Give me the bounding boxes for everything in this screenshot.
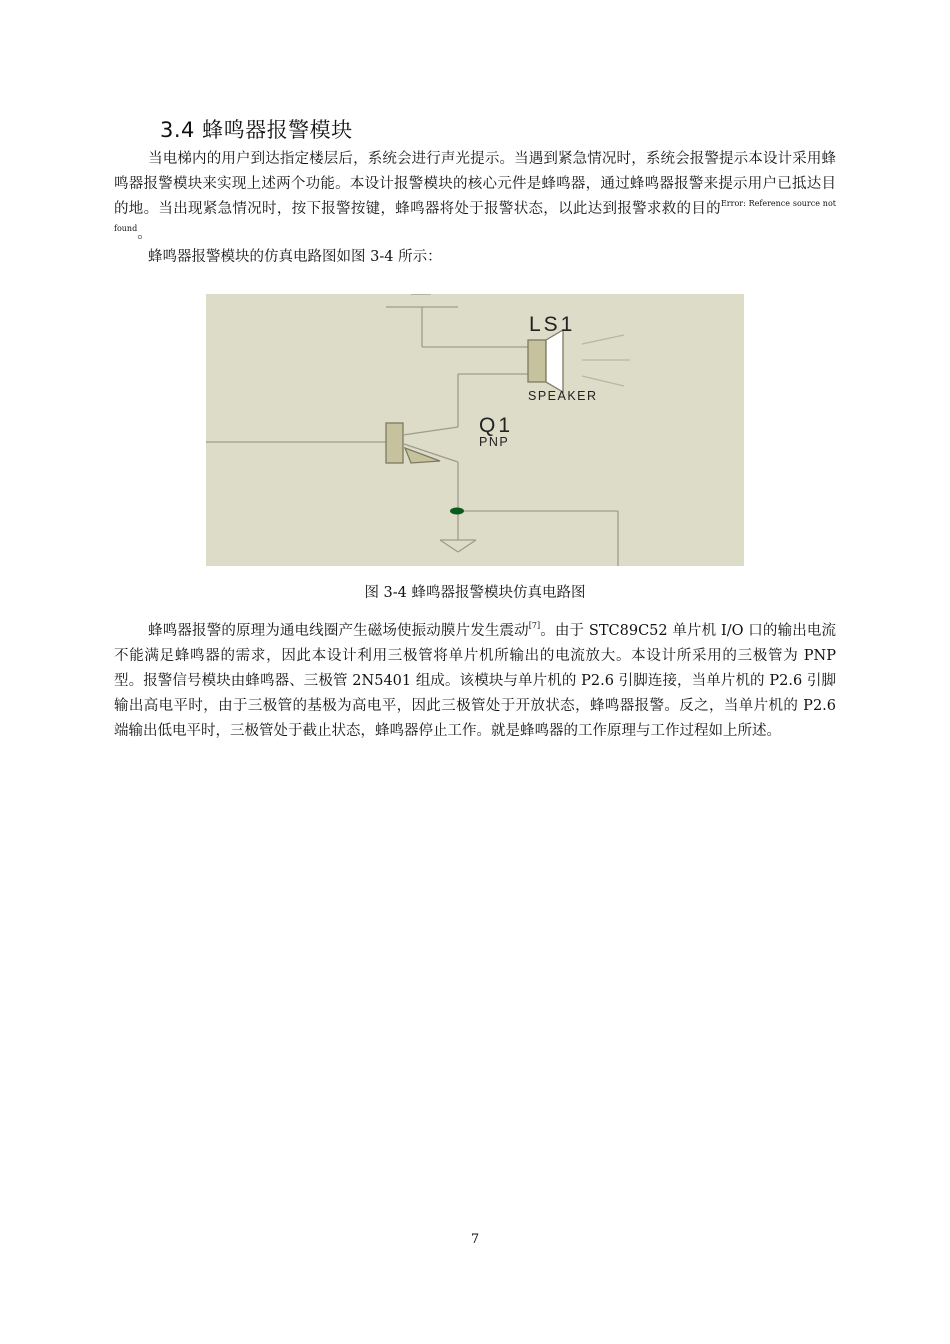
transistor-type-label: PNP [479, 435, 510, 449]
section-heading: 3.4 蜂鸣器报警模块 [160, 118, 353, 142]
paragraph-intro-text: 当电梯内的用户到达指定楼层后，系统会进行声光提示。当遇到紧急情况时，系统会报警提示本设计采用蜂鸣器报警模块来实现上述两个功能。本设计报警模块的核心元件是蜂鸣器，通过蜂鸣器报警来提示用户已抵达目的地。当出现紧急情况时，按下报警按键，蜂鸣器将处于报警状态，以此达到报警求救的目的 [114, 151, 836, 217]
citation-superscript: [7] [528, 621, 541, 630]
reference-error-superscript: Error: Reference source not found [114, 199, 836, 233]
paragraph-principle-text-a: 蜂鸣器报警的原理为通电线圈产生磁场使振动膜片发生震动 [148, 623, 529, 639]
speaker-reference-label: LS1 [529, 313, 576, 336]
buzzer-circuit-diagram [206, 294, 744, 566]
paragraph-intro [114, 147, 836, 247]
paragraph-intro-end: 。 [137, 226, 152, 242]
transistor-reference-label: Q1 [479, 414, 514, 437]
speaker-value-label: SPEAKER [528, 389, 598, 403]
paragraph-figure-intro-text: 蜂鸣器报警模块的仿真电路图如图 3-4 所示： [148, 249, 442, 265]
diagram-background [206, 294, 744, 566]
junction-dot [450, 508, 464, 515]
paragraph-principle-text-b: 。由于 STC89C52 单片机 I/O 口的输出电流不能满足蜂鸣器的需求，因此本设计利用三极管将单片机所输出的电流放大。本设计所采用的三极管为 PNP 型。报警信号模块由蜂鸣器、三极管 2N5401 组成。该模块与单片机的 P2.6 引脚连接，当单片机的 P2.6 引脚输出高电平时，由于三极管的基极为高电平，因此三极管处于开放状态，蜂鸣器报警。反之，当单片机的 P2.6 端输出低电平时，三极管处于截止状态，蜂鸣器停止工作。就是蜂鸣器的工作原理与工作过程如上所述。 [114, 623, 836, 739]
paragraph-principle [114, 619, 836, 744]
figure-caption: 图 3-4 蜂鸣器报警模块仿真电路图 [364, 585, 586, 601]
paragraph-figure-intro [114, 245, 836, 270]
page-number: 7 [470, 1232, 480, 1247]
